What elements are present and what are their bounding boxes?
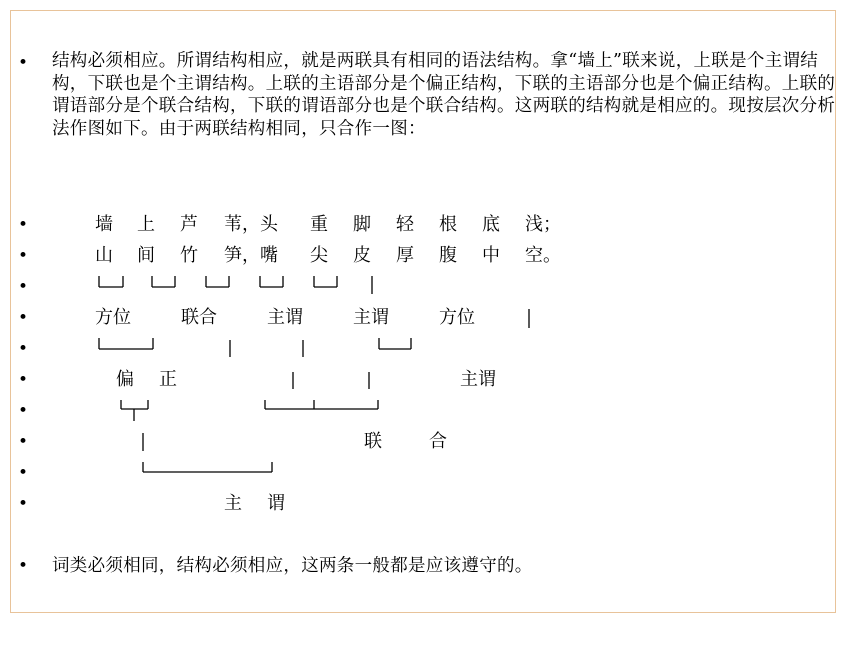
bullet: • xyxy=(18,53,29,73)
char: 皮 xyxy=(353,245,371,266)
bullet: • xyxy=(18,339,29,359)
char: 底 xyxy=(482,214,500,235)
char: 山 xyxy=(95,245,113,266)
bullet: • xyxy=(18,277,29,297)
label: 方位 xyxy=(95,307,131,328)
char: 芦 xyxy=(180,214,198,235)
char: 苇，头 xyxy=(224,214,278,235)
label: 主谓 xyxy=(267,307,303,328)
bracket-row-2 xyxy=(99,338,411,357)
label: 偏 xyxy=(116,369,134,390)
label: 谓 xyxy=(267,493,285,514)
label: 正 xyxy=(159,369,177,390)
bullet: • xyxy=(18,463,29,483)
char: 根 xyxy=(439,214,457,235)
label: 主谓 xyxy=(353,307,389,328)
bracket-row-4 xyxy=(143,462,272,472)
bullet: • xyxy=(18,370,29,390)
bracket-row-1 xyxy=(99,276,372,294)
char: 墙 xyxy=(95,214,113,235)
bullet: • xyxy=(18,308,29,328)
char: 上 xyxy=(137,214,155,235)
char: 间 xyxy=(137,245,155,266)
bullet: • xyxy=(18,556,29,576)
conclusion-paragraph: 词类必须相同，结构必须相应，这两条一般都是应该遵守的。 xyxy=(52,556,533,576)
char: 厚 xyxy=(396,245,414,266)
label: 联合 xyxy=(181,307,217,328)
char: 尖 xyxy=(310,245,328,266)
intro-paragraph: 结构必须相应。所谓结构相应，就是两联具有相同的语法结构。拿“墙上”联来说，上联是个主谓结构，下联也是个主谓结构。上联的主语部分是个偏正结构，下联的主语部分也是个偏正结构。上联的谓语部分是个联合结构，下联的谓语部分也是个联合结构。这两联的结构就是相应的。现按层次分析法作图如下。由于两联结构相同，只合作一图： xyxy=(52,51,836,139)
char: 空。 xyxy=(525,245,561,266)
char: 腹 xyxy=(439,245,457,266)
label: 联 xyxy=(364,431,382,452)
char: 笋，嘴 xyxy=(224,245,278,266)
char: 重 xyxy=(310,214,328,235)
label: 主谓 xyxy=(460,369,496,390)
bullet: • xyxy=(18,432,29,452)
char: 中 xyxy=(482,245,500,266)
char: 竹 xyxy=(180,245,198,266)
bracket-row-3 xyxy=(121,400,378,421)
bullet: • xyxy=(18,246,29,266)
label: 方位 xyxy=(439,307,475,328)
label: 合 xyxy=(429,431,447,452)
char: 浅； xyxy=(525,214,561,235)
bullet: • xyxy=(18,401,29,421)
label: 主 xyxy=(224,493,242,514)
bullet: • xyxy=(18,494,29,514)
bullet: • xyxy=(18,215,29,235)
char: 轻 xyxy=(396,214,414,235)
char: 脚 xyxy=(353,214,371,235)
